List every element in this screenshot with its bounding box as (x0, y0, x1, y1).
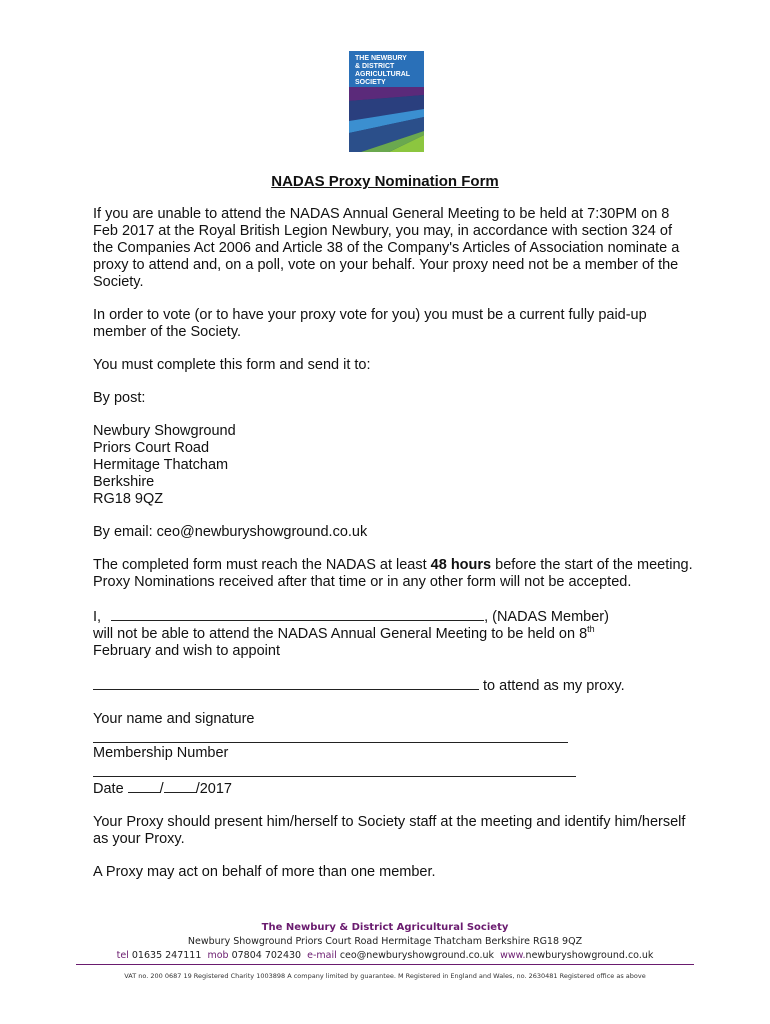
proxy-identify-paragraph: Your Proxy should present him/herself to Society staff at the meeting and identify him/herself as your Proxy. (93, 814, 686, 847)
membership-number-field[interactable] (93, 762, 576, 777)
logo-line: THE NEWBURY (355, 55, 407, 62)
member-name-field[interactable] (111, 607, 484, 621)
postal-address (93, 423, 693, 508)
page-title: NADAS Proxy Nomination Form (271, 173, 499, 190)
footer-registration: VAT no. 200 0687 19 Registered Charity 1003898 A company limited by guarantee. M Registered in England and Wales, no. 2630481 Registered office as above (124, 972, 646, 980)
name-signature-label: Your name and signature (93, 711, 255, 727)
logo-line: & DISTRICT (355, 63, 395, 70)
date-month-field[interactable] (164, 779, 196, 793)
footer-email-link[interactable]: ceo@newburyshowground.co.uk (339, 950, 495, 961)
footer-divider (76, 964, 694, 965)
deadline-paragraph: The completed form must reach the NADAS at least 48 hours before the start of the meeting. Proxy Nominations received after that time or in any other form will not be accepted. (93, 557, 693, 590)
address-line: Berkshire (93, 474, 155, 490)
footer-web-link[interactable]: newburyshowground.co.uk (525, 950, 654, 961)
proxy-multiple-paragraph: A Proxy may act on behalf of more than one member. (93, 864, 436, 880)
logo-line: AGRICULTURAL (355, 71, 411, 78)
declaration: I, , (NADAS Member) will not be able to attend the NADAS Annual General Meeting to be held on 8th February and wish to appoint (93, 609, 609, 659)
letterhead-footer (0, 922, 770, 980)
footer-org-name: The Newbury & District Agricultural Society (261, 922, 509, 933)
intro-paragraph: If you are unable to attend the NADAS Annual General Meeting to be held at 7:30PM on 8 Feb 2017 at the Royal British Legion Newbury, you may, in accordance with section 324 of the Companies Act 2006 and Article 38 of the Company's Articles of Association nominate a proxy to attend and, on a poll, vote on your behalf. Your proxy need not be a member of the Society. (93, 206, 680, 290)
date-day-field[interactable] (128, 779, 160, 793)
send-instruction: You must complete this form and send it to: (93, 357, 371, 373)
proxy-line: to attend as my proxy. (93, 676, 693, 695)
membership-label: Membership Number (93, 745, 229, 761)
proxy-name-field[interactable] (93, 676, 479, 690)
society-logo (349, 51, 424, 152)
deadline-hours: 48 hours (430, 557, 492, 573)
address-line: Priors Court Road (93, 440, 210, 456)
footer-address: Newbury Showground Priors Court Road Hermitage Thatcham Berkshire RG18 9QZ (187, 936, 583, 947)
form-body (93, 206, 693, 897)
address-line: Newbury Showground (93, 423, 236, 439)
logo-line: SOCIETY (355, 79, 386, 86)
email-line: By email: ceo@newburyshowground.co.uk (93, 524, 368, 540)
signature-block (93, 711, 693, 798)
date-line: Date / /2017 (93, 781, 232, 797)
post-label: By post: (93, 390, 146, 406)
address-line: RG18 9QZ (93, 491, 164, 507)
name-signature-field[interactable] (93, 728, 568, 743)
footer-contacts: tel 01635 247111 mob 07804 702430 e-mail ceo@newburyshowground.co.uk www.newburyshowground.co.uk (116, 950, 654, 961)
address-line: Hermitage Thatcham (93, 457, 229, 473)
eligibility-paragraph: In order to vote (or to have your proxy vote for you) you must be a current fully paid-up member of the Society. (93, 307, 647, 340)
